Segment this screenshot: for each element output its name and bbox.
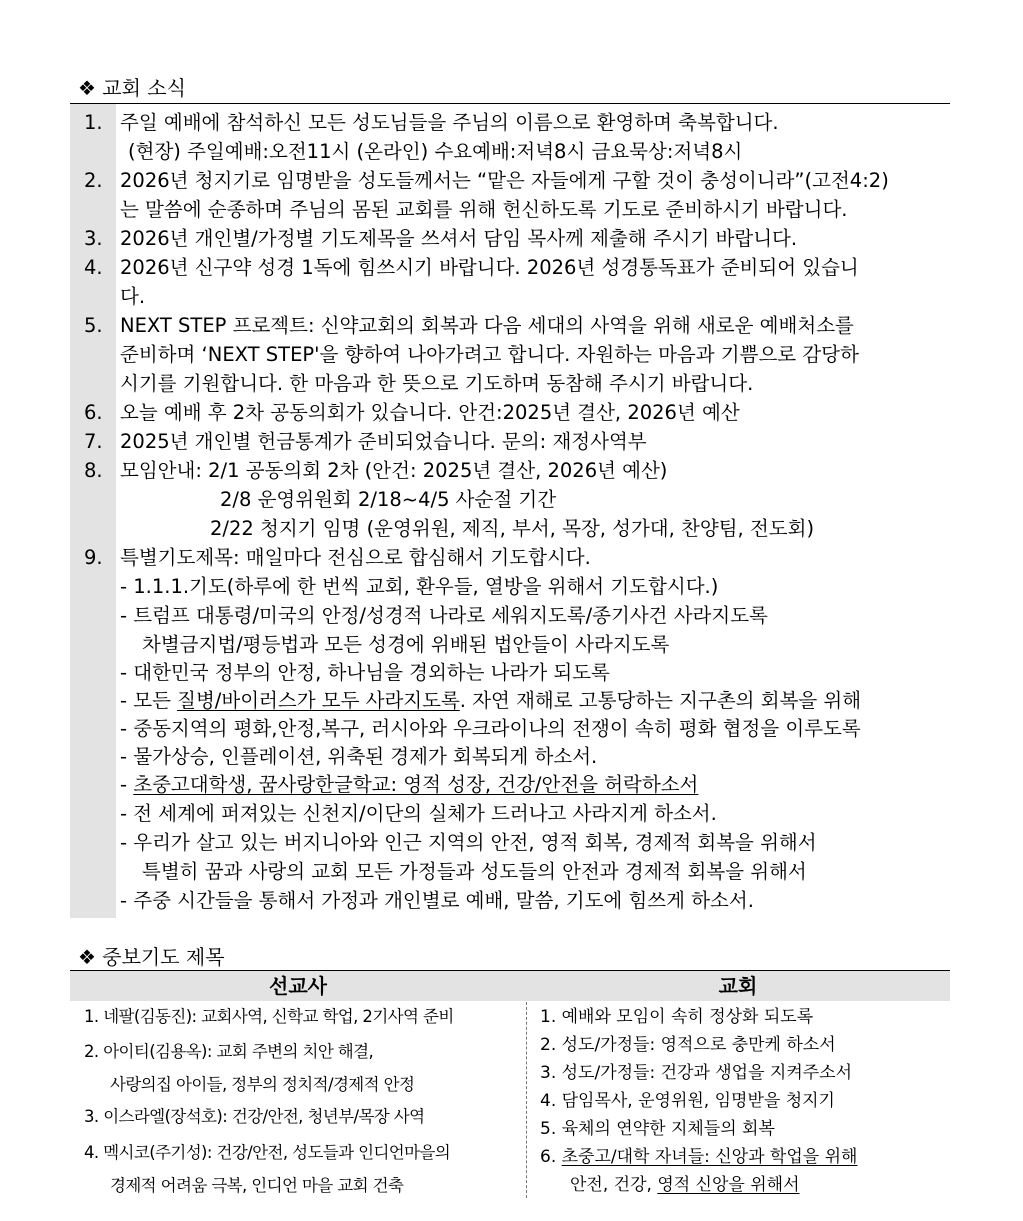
notice-line [70, 282, 950, 311]
church-prayer-text: 6. [540, 1147, 562, 1167]
notice-text [120, 311, 854, 340]
notice-text [120, 770, 698, 799]
notice-text-part: - 전 세계에 퍼져있는 신천지/이단의 실체가 드러나고 사라지게 하소서. [120, 802, 717, 825]
notice-text [120, 714, 861, 743]
notice-text [120, 427, 647, 456]
church-prayer-text: 2. 성도/가정들: 영적으로 충만케 하소서 [540, 1035, 836, 1055]
notice-line [70, 770, 950, 799]
prayer-title: ❖ 중보기도 제목 [78, 945, 225, 969]
church-prayer-item [540, 1032, 836, 1058]
notice-line [70, 742, 950, 771]
notice-text [120, 108, 779, 137]
notice-line [70, 108, 950, 137]
church-prayer-underlined: 초중고/대학 자녀들: 신앙과 학업을 위해 [561, 1147, 858, 1167]
notice-text-part: - 모든 [120, 689, 178, 712]
notice-text [120, 282, 145, 311]
notice-line [70, 166, 950, 195]
notice-number: 8. [84, 459, 103, 482]
notice-underlined-text: 질병/바이러스가 모두 사라지도록 [177, 689, 460, 712]
notice-text [120, 572, 718, 601]
notice-text-part: - 물가상승, 인플레이션, 위축된 경제가 회복되게 하소서. [120, 745, 598, 768]
church-prayer-text: 4. 담임목사, 운영위원, 임명받을 청지기 [540, 1091, 835, 1111]
church-prayer-item [540, 1144, 857, 1170]
notice-line [70, 398, 950, 427]
missionary-prayer-item: 4. 멕시코(주기성): 건강/안전, 성도들과 인디언마을의 [84, 1143, 451, 1162]
church-prayer-text: 1. 예배와 모임이 속히 정상화 되도록 [540, 1007, 814, 1027]
notice-line [70, 369, 950, 398]
notice-number: 6. [84, 401, 103, 424]
notices-list [70, 104, 950, 918]
notice-number: 5. [84, 314, 103, 337]
notice-line [70, 340, 950, 369]
notice-number: 2. [84, 169, 103, 192]
notice-text [120, 398, 740, 427]
notice-line [70, 799, 950, 828]
notice-text-part: NEXT STEP 프로젝트: 신약교회의 회복과 다음 세대의 사역을 위해 새로운 예배처소를 [120, 314, 854, 337]
notice-text-part: 2026년 개인별/가정별 기도제목을 쓰셔서 담임 목사께 제출해 주시기 바랍니다. [120, 227, 798, 250]
notice-line [70, 514, 950, 543]
church-prayer-text: 3. 성도/가정들: 건강과 생업을 지켜주소서 [540, 1063, 853, 1083]
notice-text [120, 886, 754, 915]
church-prayer-text: 5. 육체의 연약한 지체들의 회복 [540, 1119, 775, 1139]
missionary-prayer-item: 2. 아이티(김용옥): 교회 주변의 치안 해결, [84, 1042, 374, 1061]
church-prayer-item [540, 1088, 835, 1114]
notice-text [120, 543, 591, 572]
notice-line [70, 572, 950, 601]
notice-text-part: 특별기도제목: 매일마다 전심으로 합심해서 기도합시다. [120, 546, 591, 569]
notice-text [120, 369, 753, 398]
notice-line [70, 714, 950, 743]
notice-line [70, 137, 950, 166]
notice-text [142, 630, 669, 659]
notice-text-part: 준비하며 ‘NEXT STEP'을 향하여 나아가려고 합니다. 자원하는 마음과 기쁨으로 감당하 [120, 343, 859, 366]
notice-text-part: (현장) 주일예배:오전11시 (온라인) 수요예배:저녁8시 금요묵상:저녁8시 [128, 140, 743, 163]
notice-text [120, 799, 717, 828]
notice-text [220, 485, 556, 514]
missionary-prayer-item: 사랑의집 아이들, 정부의 정치적/경제적 안정 [110, 1075, 415, 1094]
notice-line [70, 658, 950, 687]
notice-line [70, 485, 950, 514]
notice-text-part: - 주중 시간들을 통해서 가정과 개인별로 예배, 말씀, 기도에 힘쓰게 하소서. [120, 889, 754, 912]
notice-text [120, 658, 610, 687]
notice-text-part: 2025년 개인별 헌금통계가 준비되었습니다. 문의: 재정사역부 [120, 430, 647, 453]
notice-text-part: 주일 예배에 참석하신 모든 성도님들을 주님의 이름으로 환영하며 축복합니다. [120, 111, 779, 134]
notice-text-part: - 트럼프 대통령/미국의 안정/성경적 나라로 세워지도록/종기사건 사라지도록 [120, 604, 768, 627]
notice-text [210, 514, 814, 543]
notice-line [70, 224, 950, 253]
notice-text-part: 2026년 신구약 성경 1독에 힘쓰시기 바랍니다. 2026년 성경통독표가 준비되어 있습니 [120, 256, 859, 279]
notice-line [70, 427, 950, 456]
notice-line [70, 630, 950, 659]
notice-text-part: 모임안내: 2/1 공동의회 2차 (안건: 2025년 결산, 2026년 예산) [120, 459, 668, 482]
notice-text-part: - 대한민국 정부의 안정, 하나님을 경외하는 나라가 되도록 [120, 661, 610, 684]
church-prayer-item [570, 1172, 800, 1198]
notice-underlined-text: 초중고대학생, 꿈사랑한글학교: 영적 성장, 건강/안전을 허락하소서 [133, 773, 699, 796]
notice-line [70, 828, 950, 857]
notice-text-part: 차별금지법/평등법과 모든 성경에 위배된 법안들이 사라지도록 [142, 633, 670, 656]
notice-number: 3. [84, 227, 103, 250]
notice-line [70, 253, 950, 282]
notice-text-rest: . 자연 재해로 고통당하는 지구촌의 회복을 위해 [459, 689, 862, 712]
missionary-prayer-item: 3. 이스라엘(장석호): 건강/안전, 청년부/목장 사역 [84, 1107, 425, 1126]
notice-line [70, 886, 950, 915]
notice-text [120, 601, 768, 630]
church-prayer-underlined: 영적 신앙을 위해서 [657, 1175, 800, 1195]
notice-line [70, 686, 950, 715]
notice-number: 9. [84, 546, 103, 569]
notice-text [120, 686, 861, 715]
notice-text [128, 137, 742, 166]
notice-text-part: - 중동지역의 평화,안정,복구, 러시아와 우크라이나의 전쟁이 속히 평화 협정을 이루도록 [120, 717, 861, 740]
notice-text [142, 857, 807, 886]
notice-text [120, 828, 817, 857]
notice-line [70, 456, 950, 485]
column-divider [526, 1002, 527, 1198]
notice-line [70, 857, 950, 886]
notice-text-part: 2/8 운영위원회 2/18~4/5 사순절 기간 [220, 488, 557, 511]
notice-text [120, 224, 797, 253]
notice-text-part: 오늘 예배 후 2차 공동의회가 있습니다. 안건:2025년 결산, 2026년 예산 [120, 401, 740, 424]
notice-text [120, 340, 859, 369]
notice-text [120, 253, 859, 282]
notice-text-part: - 1.1.1.기도(하루에 한 번씩 교회, 환우들, 열방을 위해서 기도합시다.) [120, 575, 719, 598]
church-prayer-item [540, 1060, 852, 1086]
notice-line [70, 195, 950, 224]
notice-text-part: - 우리가 살고 있는 버지니아와 인근 지역의 안전, 영적 회복, 경제적 회복을 위해서 [120, 831, 817, 854]
notice-text [120, 166, 889, 195]
notice-text [120, 195, 847, 224]
notice-text [120, 456, 667, 485]
notices-title: ❖ 교회 소식 [78, 76, 186, 100]
notice-line [70, 601, 950, 630]
notice-text-part: - [120, 773, 134, 796]
church-column-header: 교회 [718, 974, 758, 998]
church-prayer-item [540, 1004, 813, 1030]
notice-text-part: 2/22 청지기 임명 (운영위원, 제직, 부서, 목장, 성가대, 찬양팀, 전도회) [210, 517, 815, 540]
missionary-prayer-item: 1. 네팔(김동진): 교회사역, 신학교 학업, 2기사역 준비 [84, 1007, 454, 1026]
church-prayer-text: 안전, 건강, [570, 1175, 658, 1195]
notice-text [120, 742, 597, 771]
notice-line [70, 311, 950, 340]
notice-number: 4. [84, 256, 103, 279]
notice-text-part: 시기를 기원합니다. 한 마음과 한 뜻으로 기도하며 동참해 주시기 바랍니다. [120, 372, 754, 395]
notice-text-part: 2026년 청지기로 임명받을 성도들께서는 “맡은 자들에게 구할 것이 충성이니라”(고전4:2) [120, 169, 889, 192]
notice-text-part: 다. [120, 285, 146, 308]
church-prayer-item [540, 1116, 775, 1142]
notice-line [70, 543, 950, 572]
notice-text-part: 는 말씀에 순종하며 주님의 몸된 교회를 위해 헌신하도록 기도로 준비하시기 바랍니다. [120, 198, 848, 221]
notice-number: 1. [84, 111, 103, 134]
missionary-prayer-item: 경제적 어려움 극복, 인디언 마을 교회 건축 [110, 1176, 404, 1195]
missionary-column-header: 선교사 [269, 974, 327, 998]
notice-text-part: 특별히 꿈과 사랑의 교회 모든 가정들과 성도들의 안전과 경제적 회복을 위해서 [142, 860, 807, 883]
notice-number: 7. [84, 430, 103, 453]
